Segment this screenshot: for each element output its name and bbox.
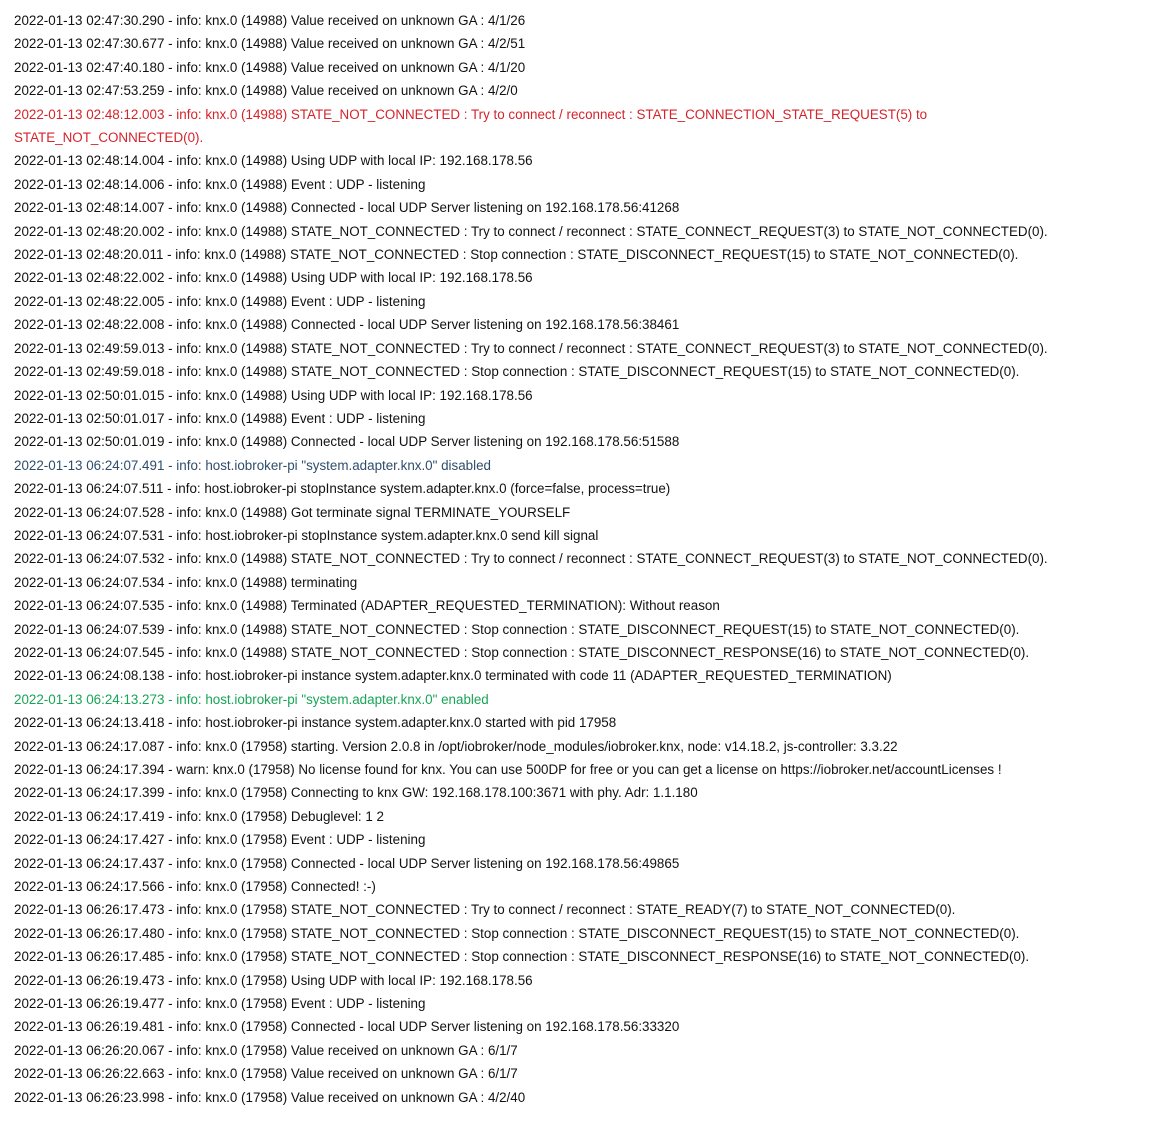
log-line-info: 2022-01-13 02:48:14.006 - info: knx.0 (14988) Event : UDP - listening xyxy=(14,176,426,192)
log-line-info: 2022-01-13 06:26:23.998 - info: knx.0 (17958) Value received on unknown GA : 4/2/40 xyxy=(14,1089,526,1105)
log-line-info: 2022-01-13 02:48:14.007 - info: knx.0 (14988) Connected - local UDP Server listening on 192.168.178.56:41268 xyxy=(14,200,680,216)
log-line-info: 2022-01-13 02:48:22.008 - info: knx.0 (14988) Connected - local UDP Server listening on 192.168.178.56:38461 xyxy=(14,317,680,333)
log-line-info: 2022-01-13 06:24:07.531 - info: host.iobroker-pi stopInstance system.adapter.knx.0 send kill signal xyxy=(14,527,599,543)
log-line-info: 2022-01-13 06:24:17.419 - info: knx.0 (17958) Debuglevel: 1 2 xyxy=(14,808,384,824)
log-line-info: 2022-01-13 02:47:30.677 - info: knx.0 (14988) Value received on unknown GA : 4/2/51 xyxy=(14,36,526,52)
log-line-info: 2022-01-13 02:47:53.259 - info: knx.0 (14988) Value received on unknown GA : 4/2/0 xyxy=(14,83,518,99)
log-line-info: 2022-01-13 06:26:19.481 - info: knx.0 (17958) Connected - local UDP Server listening on 192.168.178.56:33320 xyxy=(14,1019,680,1035)
log-line-info: 2022-01-13 06:24:17.437 - info: knx.0 (17958) Connected - local UDP Server listening on 192.168.178.56:49865 xyxy=(14,855,680,871)
log-line-info: 2022-01-13 06:26:19.473 - info: knx.0 (17958) Using UDP with local IP: 192.168.178.56 xyxy=(14,972,533,988)
log-line-info: 2022-01-13 06:24:07.511 - info: host.iobroker-pi stopInstance system.adapter.knx.0 (force=false, process=true) xyxy=(14,481,671,497)
log-line-info: 2022-01-13 06:26:22.663 - info: knx.0 (17958) Value received on unknown GA : 6/1/7 xyxy=(14,1066,518,1082)
log-line-info: 2022-01-13 02:48:20.011 - info: knx.0 (14988) STATE_NOT_CONNECTED : Stop connection : STATE_DISCONNECT_REQUEST(15) to STATE_NOT_CONNECTED(0). xyxy=(14,247,1019,263)
log-line-info: 2022-01-13 06:24:07.528 - info: knx.0 (14988) Got terminate signal TERMINATE_YOURSELF xyxy=(14,504,571,520)
log-line-info: 2022-01-13 02:50:01.017 - info: knx.0 (14988) Event : UDP - listening xyxy=(14,410,426,426)
log-line-info: 2022-01-13 06:24:07.532 - info: knx.0 (14988) STATE_NOT_CONNECTED : Try to connect / reconnect : STATE_CONNECT_REQUEST(3) to STATE_NOT_CONNECTED(0). xyxy=(14,551,1048,567)
log-line-info: 2022-01-13 06:26:19.477 - info: knx.0 (17958) Event : UDP - listening xyxy=(14,996,426,1012)
log-line-info: 2022-01-13 06:24:17.087 - info: knx.0 (17958) starting. Version 2.0.8 in /opt/iobroker/node_modules/iobroker.knx, node: v14.18.2, js-controller: 3.3.22 xyxy=(14,738,898,754)
log-line-info: 2022-01-13 02:48:14.004 - info: knx.0 (14988) Using UDP with local IP: 192.168.178.56 xyxy=(14,153,533,169)
log-line-enabled: 2022-01-13 06:24:13.273 - info: host.iobroker-pi "system.adapter.knx.0" enabled xyxy=(14,691,489,707)
log-line-disabled: 2022-01-13 06:24:07.491 - info: host.iobroker-pi "system.adapter.knx.0" disabled xyxy=(14,457,491,473)
log-line-info: 2022-01-13 06:26:17.485 - info: knx.0 (17958) STATE_NOT_CONNECTED : Stop connection : STATE_DISCONNECT_RESPONSE(16) to STATE_NOT_CONNECTED(0). xyxy=(14,949,1030,965)
log-line-info: 2022-01-13 02:50:01.015 - info: knx.0 (14988) Using UDP with local IP: 192.168.178.56 xyxy=(14,387,533,403)
log-line-info: 2022-01-13 06:24:07.534 - info: knx.0 (14988) terminating xyxy=(14,574,358,590)
log-line-info: 2022-01-13 02:49:59.013 - info: knx.0 (14988) STATE_NOT_CONNECTED : Try to connect / reconnect : STATE_CONNECT_REQUEST(3) to STATE_NOT_CONNECTED(0). xyxy=(14,340,1048,356)
log-line-info: 2022-01-13 06:24:07.535 - info: knx.0 (14988) Terminated (ADAPTER_REQUESTED_TERMINATION): Without reason xyxy=(14,598,720,614)
log-line-info: 2022-01-13 06:26:17.480 - info: knx.0 (17958) STATE_NOT_CONNECTED : Stop connection : STATE_DISCONNECT_REQUEST(15) to STATE_NOT_CONNECTED(0). xyxy=(14,925,1020,941)
log-line-info: 2022-01-13 06:24:07.539 - info: knx.0 (14988) STATE_NOT_CONNECTED : Stop connection : STATE_DISCONNECT_REQUEST(15) to STATE_NOT_CONNECTED(0). xyxy=(14,621,1020,637)
log-line-info: 2022-01-13 06:24:08.138 - info: host.iobroker-pi instance system.adapter.knx.0 terminated with code 11 (ADAPTER_REQUESTED_TERMINATION) xyxy=(14,668,892,684)
log-line-info: 2022-01-13 02:47:30.290 - info: knx.0 (14988) Value received on unknown GA : 4/1/26 xyxy=(14,13,526,28)
log-line-info: 2022-01-13 02:49:59.018 - info: knx.0 (14988) STATE_NOT_CONNECTED : Stop connection : STATE_DISCONNECT_REQUEST(15) to STATE_NOT_CONNECTED(0). xyxy=(14,364,1020,380)
log-line-info: 2022-01-13 06:24:17.399 - info: knx.0 (17958) Connecting to knx GW: 192.168.178.100:3671 with phy. Adr: 1.1.180 xyxy=(14,785,698,801)
log-line-info: 2022-01-13 06:24:07.545 - info: knx.0 (14988) STATE_NOT_CONNECTED : Stop connection : STATE_DISCONNECT_RESPONSE(16) to STATE_NOT_CONNECTED(0). xyxy=(14,644,1030,660)
log-line-info: 2022-01-13 02:50:01.019 - info: knx.0 (14988) Connected - local UDP Server listening on 192.168.178.56:51588 xyxy=(14,434,680,450)
log-line-warn: 2022-01-13 06:24:17.394 - warn: knx.0 (17958) No license found for knx. You can use 500DP for free or you can get a license on https://iobroker.net/accountLicenses ! xyxy=(14,762,1002,777)
log-line-info: 2022-01-13 02:48:22.002 - info: knx.0 (14988) Using UDP with local IP: 192.168.178.56 xyxy=(14,270,533,286)
log-line-info: 2022-01-13 06:24:13.418 - info: host.iobroker-pi instance system.adapter.knx.0 started with pid 17958 xyxy=(14,715,617,731)
log-line-info: 2022-01-13 02:48:22.005 - info: knx.0 (14988) Event : UDP - listening xyxy=(14,293,426,309)
log-line-info: 2022-01-13 06:26:17.473 - info: knx.0 (17958) STATE_NOT_CONNECTED : Try to connect / reconnect : STATE_READY(7) to STATE_NOT_CONNECTED(0). xyxy=(14,902,956,918)
log-line-info: 2022-01-13 02:48:20.002 - info: knx.0 (14988) STATE_NOT_CONNECTED : Try to connect / reconnect : STATE_CONNECT_REQUEST(3) to STATE_NOT_CONNECTED(0). xyxy=(14,223,1048,239)
log-line-info: 2022-01-13 06:24:17.427 - info: knx.0 (17958) Event : UDP - listening xyxy=(14,832,426,848)
log-line-info: 2022-01-13 06:24:17.566 - info: knx.0 (17958) Connected! :-) xyxy=(14,879,376,895)
log-line-error: 2022-01-13 02:48:12.003 - info: knx.0 (14988) STATE_NOT_CONNECTED : Try to connect / reconnect : STATE_CONNECTION_STATE_REQUEST(5) to STATE_NOT_CONNECTED(0). xyxy=(14,106,928,146)
log-line-info: 2022-01-13 02:47:40.180 - info: knx.0 (14988) Value received on unknown GA : 4/1/20 xyxy=(14,59,526,75)
log-line-info: 2022-01-13 06:26:20.067 - info: knx.0 (17958) Value received on unknown GA : 6/1/7 xyxy=(14,1042,518,1058)
